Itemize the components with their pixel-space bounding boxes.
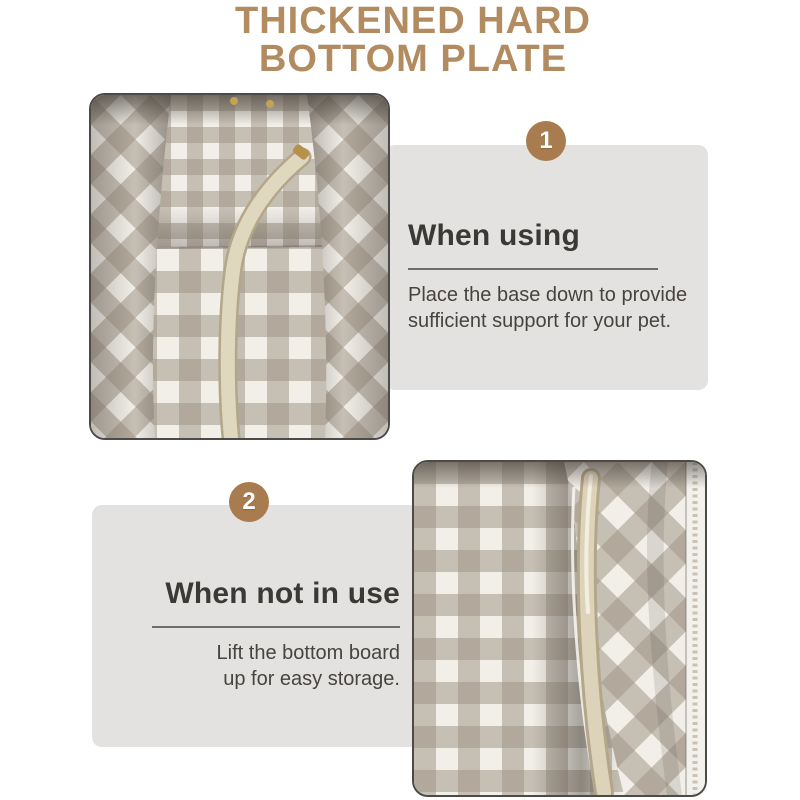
step2-description-line1: Lift the bottom board <box>216 642 400 664</box>
snap-hook-icon <box>230 97 238 105</box>
step2-heading: When not in use <box>165 577 400 610</box>
photo1-illustration <box>91 95 388 438</box>
step1-number-badge: 1 <box>526 121 566 161</box>
step2-heading-underline <box>152 626 400 628</box>
step2-number-badge: 2 <box>229 482 269 522</box>
photo-bag-interior-board-lifted <box>412 460 707 797</box>
page-title-line1: THICKENED HARD <box>235 0 591 42</box>
photo2-illustration <box>414 462 705 795</box>
step1-description-line2: sufficient support for your pet. <box>408 310 672 332</box>
step2-panel-when-not-in-use <box>92 505 420 747</box>
step1-description <box>408 282 708 334</box>
page-title-line2: BOTTOM PLATE <box>258 38 568 80</box>
step1-heading: When using <box>408 219 580 252</box>
step2-description <box>92 640 400 692</box>
snap-hook-icon <box>266 100 274 108</box>
page-title <box>13 2 800 78</box>
step1-description-line1: Place the base down to provide <box>408 284 688 306</box>
step1-heading-underline <box>408 268 658 270</box>
photo-bag-interior-base-down <box>89 93 390 440</box>
step1-panel-when-using <box>385 145 708 390</box>
zipper-strip-illustration <box>686 462 705 795</box>
step2-description-line2: up for easy storage. <box>223 668 400 690</box>
